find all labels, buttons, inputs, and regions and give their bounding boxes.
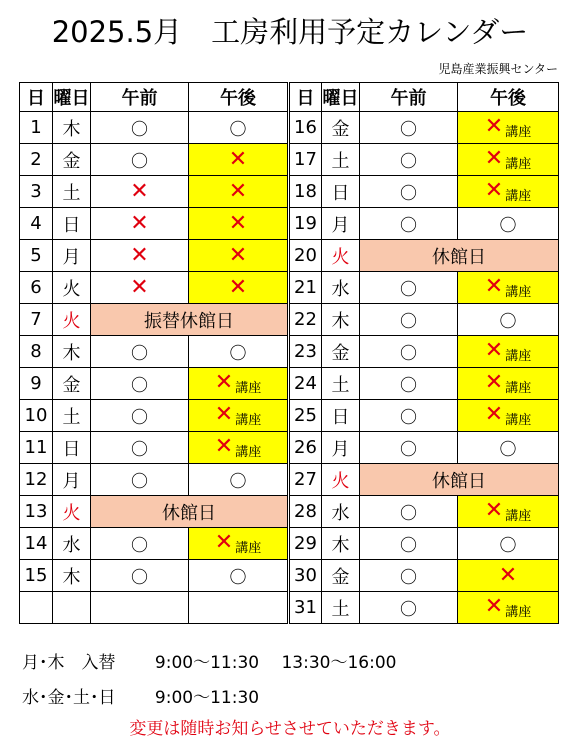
lecture-label: 講座: [505, 124, 532, 140]
weekday-cell: 火: [322, 464, 360, 496]
unavailable-mark: ✕: [228, 146, 248, 172]
weekday-cell: 木: [322, 304, 360, 336]
available-mark: 〇: [400, 216, 417, 236]
calendar-row: [20, 528, 559, 560]
calendar-row: [20, 432, 559, 464]
available-mark: 〇: [131, 120, 148, 140]
available-mark: 〇: [131, 152, 148, 172]
header-date: 日: [289, 83, 322, 112]
am-slot: [91, 400, 189, 432]
available-mark: 〇: [131, 440, 148, 460]
available-mark: 〇: [229, 568, 247, 588]
available-mark: 〇: [499, 536, 517, 556]
weekday-cell: 金: [322, 112, 360, 144]
available-mark: 〇: [400, 600, 417, 620]
weekday-cell: 火: [53, 272, 91, 304]
available-mark: 〇: [400, 408, 417, 428]
weekday-cell: 火: [53, 304, 91, 336]
date-cell: 5: [20, 240, 53, 272]
am-slot: [91, 432, 189, 464]
hours-line-1: 月･木 入替 9:00～11:30 13:30～16:00: [22, 653, 397, 673]
weekday-cell: [53, 592, 91, 624]
lecture-label: 講座: [505, 156, 532, 172]
am-slot: [91, 528, 189, 560]
am-slot: [91, 336, 189, 368]
am-slot: [91, 240, 189, 272]
date-cell: 7: [20, 304, 53, 336]
am-slot: [360, 336, 458, 368]
unavailable-mark: ✕: [214, 433, 234, 459]
available-mark: 〇: [229, 472, 247, 492]
header-date: 日: [20, 83, 53, 112]
date-cell: 19: [289, 208, 322, 240]
available-mark: 〇: [400, 440, 417, 460]
unavailable-mark: ✕: [228, 274, 248, 300]
available-mark: 〇: [400, 536, 417, 556]
am-slot: [360, 304, 458, 336]
calendar-row: [20, 272, 559, 304]
weekday-cell: 火: [322, 240, 360, 272]
unavailable-mark: ✕: [130, 178, 149, 204]
date-cell: 20: [289, 240, 322, 272]
weekday-cell: 月: [53, 464, 91, 496]
date-cell: 12: [20, 464, 53, 496]
unavailable-mark: ✕: [130, 242, 149, 268]
date-cell: 27: [289, 464, 322, 496]
available-mark: 〇: [400, 312, 417, 332]
lecture-label: 講座: [505, 284, 532, 300]
pm-slot: [458, 368, 559, 400]
page-title: 2025.5月 工房利用予定カレンダー: [51, 15, 529, 49]
pm-slot: [189, 240, 289, 272]
am-slot: [91, 176, 189, 208]
date-cell: 14: [20, 528, 53, 560]
pm-slot: [458, 144, 559, 176]
am-slot: [360, 368, 458, 400]
weekday-cell: 水: [322, 272, 360, 304]
calendar-row: [20, 304, 559, 336]
weekday-cell: 土: [322, 368, 360, 400]
available-mark: 〇: [400, 120, 417, 140]
date-cell: 18: [289, 176, 322, 208]
unavailable-mark: ✕: [130, 210, 149, 236]
weekday-cell: 土: [53, 176, 91, 208]
date-cell: 30: [289, 560, 322, 592]
weekday-cell: 水: [322, 496, 360, 528]
am-slot: [91, 112, 189, 144]
available-mark: 〇: [131, 408, 148, 428]
lecture-label: 講座: [235, 540, 262, 556]
weekday-cell: 金: [53, 144, 91, 176]
date-cell: 28: [289, 496, 322, 528]
weekday-cell: 土: [322, 592, 360, 624]
available-mark: 〇: [131, 376, 148, 396]
date-cell: 10: [20, 400, 53, 432]
calendar-row: [20, 144, 559, 176]
pm-slot: [189, 336, 289, 368]
am-slot: [360, 496, 458, 528]
available-mark: 〇: [131, 536, 148, 556]
unavailable-mark: ✕: [484, 369, 504, 395]
available-mark: 〇: [499, 312, 517, 332]
weekday-cell: 木: [322, 528, 360, 560]
am-slot: [360, 560, 458, 592]
pm-slot: [458, 336, 559, 368]
date-cell: 25: [289, 400, 322, 432]
date-cell: 17: [289, 144, 322, 176]
pm-slot: [458, 592, 559, 624]
am-slot: [91, 208, 189, 240]
am-slot: [360, 400, 458, 432]
pm-slot: [189, 464, 289, 496]
pm-slot: [189, 208, 289, 240]
closed-day-cell: 休館日: [360, 464, 559, 496]
weekday-cell: 金: [322, 560, 360, 592]
am-slot: [360, 592, 458, 624]
am-slot: [360, 208, 458, 240]
available-mark: 〇: [229, 120, 247, 140]
weekday-cell: 水: [53, 528, 91, 560]
header-weekday: 曜日: [322, 83, 360, 112]
am-slot: [91, 560, 189, 592]
calendar-row: [20, 336, 559, 368]
date-cell: 24: [289, 368, 322, 400]
organization-name: 児島産業振興センター: [438, 62, 558, 76]
pm-slot: [189, 112, 289, 144]
date-cell: 3: [20, 176, 53, 208]
date-cell: 13: [20, 496, 53, 528]
available-mark: 〇: [229, 344, 247, 364]
lecture-label: 講座: [235, 412, 262, 428]
available-mark: 〇: [400, 280, 417, 300]
date-cell: 31: [289, 592, 322, 624]
weekday-cell: 日: [322, 400, 360, 432]
pm-slot: [189, 368, 289, 400]
weekday-cell: 月: [322, 208, 360, 240]
pm-slot: [189, 560, 289, 592]
pm-slot: [458, 496, 559, 528]
change-notice: 変更は随時お知らせさせていただきます。: [129, 719, 451, 739]
available-mark: 〇: [400, 152, 417, 172]
calendar-row: [20, 208, 559, 240]
weekday-cell: 月: [322, 432, 360, 464]
weekday-cell: 火: [53, 496, 91, 528]
weekday-cell: 木: [53, 112, 91, 144]
available-mark: 〇: [400, 568, 417, 588]
closed-day-cell: 休館日: [360, 240, 559, 272]
date-cell: [20, 592, 53, 624]
date-cell: 4: [20, 208, 53, 240]
header-pm: 午後: [189, 83, 289, 112]
date-cell: 21: [289, 272, 322, 304]
lecture-label: 講座: [505, 508, 532, 524]
lecture-label: 講座: [505, 604, 532, 620]
am-slot: [360, 432, 458, 464]
weekday-cell: 月: [53, 240, 91, 272]
date-cell: 16: [289, 112, 322, 144]
date-cell: 15: [20, 560, 53, 592]
header-am: 午前: [360, 83, 458, 112]
unavailable-mark: ✕: [228, 242, 248, 268]
date-cell: 1: [20, 112, 53, 144]
pm-slot: [189, 176, 289, 208]
calendar-row: [20, 240, 559, 272]
pm-slot: [189, 592, 289, 624]
available-mark: 〇: [400, 504, 417, 524]
weekday-cell: 金: [53, 368, 91, 400]
available-mark: 〇: [499, 216, 517, 236]
unavailable-mark: ✕: [484, 497, 504, 523]
am-slot: [360, 272, 458, 304]
weekday-cell: 日: [322, 176, 360, 208]
hours-line-2: 水･金･土･日 9:00～11:30: [22, 688, 260, 708]
pm-slot: [458, 112, 559, 144]
closed-day-cell: 振替休館日: [91, 304, 289, 336]
calendar-row: [20, 464, 559, 496]
weekday-cell: 日: [53, 432, 91, 464]
unavailable-mark: ✕: [484, 401, 504, 427]
pm-slot: [458, 272, 559, 304]
date-cell: 8: [20, 336, 53, 368]
date-cell: 11: [20, 432, 53, 464]
unavailable-mark: ✕: [228, 210, 248, 236]
available-mark: 〇: [131, 344, 148, 364]
am-slot: [360, 176, 458, 208]
available-mark: 〇: [499, 440, 517, 460]
date-cell: 23: [289, 336, 322, 368]
pm-slot: [458, 560, 559, 592]
lecture-label: 講座: [505, 348, 532, 364]
pm-slot: [189, 432, 289, 464]
weekday-cell: 土: [53, 400, 91, 432]
lecture-label: 講座: [235, 444, 262, 460]
am-slot: [91, 592, 189, 624]
unavailable-mark: ✕: [484, 113, 504, 139]
available-mark: 〇: [131, 472, 148, 492]
available-mark: 〇: [400, 184, 417, 204]
calendar-row: [20, 176, 559, 208]
lecture-label: 講座: [505, 188, 532, 204]
lecture-label: 講座: [505, 412, 532, 428]
weekday-cell: 土: [322, 144, 360, 176]
am-slot: [91, 272, 189, 304]
calendar-row: [20, 496, 559, 528]
unavailable-mark: ✕: [484, 145, 504, 171]
am-slot: [91, 464, 189, 496]
table-header-row: [20, 83, 559, 112]
weekday-cell: 木: [53, 336, 91, 368]
pm-slot: [458, 432, 559, 464]
pm-slot: [458, 304, 559, 336]
am-slot: [91, 368, 189, 400]
am-slot: [360, 528, 458, 560]
unavailable-mark: ✕: [228, 178, 248, 204]
unavailable-mark: ✕: [214, 529, 234, 555]
available-mark: 〇: [400, 376, 417, 396]
date-cell: 2: [20, 144, 53, 176]
unavailable-mark: ✕: [484, 337, 504, 363]
unavailable-mark: ✕: [130, 274, 149, 300]
calendar-row: [20, 112, 559, 144]
unavailable-mark: ✕: [484, 273, 504, 299]
header-am: 午前: [91, 83, 189, 112]
lecture-label: 講座: [505, 380, 532, 396]
header-pm: 午後: [458, 83, 559, 112]
calendar-row: [20, 592, 559, 624]
unavailable-mark: ✕: [484, 593, 504, 619]
unavailable-mark: ✕: [484, 177, 504, 203]
available-mark: 〇: [400, 344, 417, 364]
date-cell: 9: [20, 368, 53, 400]
unavailable-mark: ✕: [214, 369, 234, 395]
pm-slot: [458, 400, 559, 432]
date-cell: 26: [289, 432, 322, 464]
weekday-cell: 木: [53, 560, 91, 592]
unavailable-mark: ✕: [214, 401, 234, 427]
pm-slot: [189, 400, 289, 432]
am-slot: [91, 144, 189, 176]
am-slot: [360, 144, 458, 176]
pm-slot: [189, 144, 289, 176]
pm-slot: [189, 272, 289, 304]
lecture-label: 講座: [235, 380, 262, 396]
calendar-row: [20, 368, 559, 400]
date-cell: 6: [20, 272, 53, 304]
pm-slot: [189, 528, 289, 560]
date-cell: 29: [289, 528, 322, 560]
weekday-cell: 金: [322, 336, 360, 368]
calendar-row: [20, 560, 559, 592]
date-cell: 22: [289, 304, 322, 336]
pm-slot: [458, 208, 559, 240]
header-weekday: 曜日: [53, 83, 91, 112]
pm-slot: [458, 176, 559, 208]
pm-slot: [458, 528, 559, 560]
am-slot: [360, 112, 458, 144]
available-mark: 〇: [131, 568, 148, 588]
calendar-row: [20, 400, 559, 432]
weekday-cell: 日: [53, 208, 91, 240]
unavailable-mark: ✕: [498, 562, 518, 588]
closed-day-cell: 休館日: [91, 496, 289, 528]
calendar-table: [19, 82, 559, 624]
